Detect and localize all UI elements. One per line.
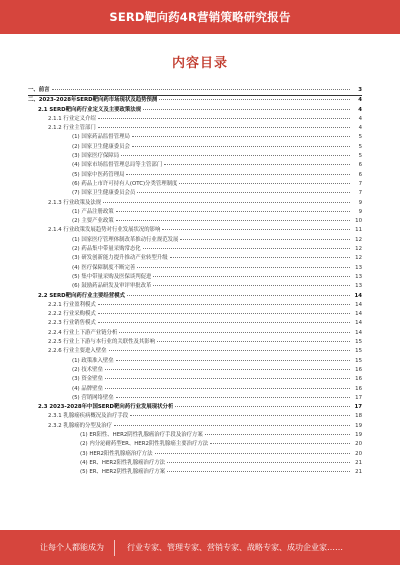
toc-entry[interactable] bbox=[28, 143, 362, 152]
toc-entry-label: 二、2023-2028年SERD靶向药市场现状及趋势预测 bbox=[28, 97, 158, 104]
toc-dot-leader bbox=[126, 174, 350, 175]
toc-entry[interactable] bbox=[28, 357, 362, 366]
toc-entry-page: 17 bbox=[354, 404, 362, 411]
toc-entry-label: (2) 主要产业政策 bbox=[72, 218, 114, 225]
toc-entry-label: (3) 资金壁垒 bbox=[72, 376, 103, 383]
toc-entry-page: 15 bbox=[355, 348, 362, 355]
toc-dot-leader bbox=[114, 425, 350, 426]
toc-entry-label: (4) 医疗保障制度不断完善 bbox=[72, 264, 136, 271]
toc-entry-label: (2) 内分泌耐药型ER、HER2阴性乳腺癌主要治疗方法 bbox=[80, 441, 209, 448]
toc-entry[interactable] bbox=[28, 422, 362, 431]
toc-dot-leader bbox=[137, 192, 350, 193]
toc-entry-page: 16 bbox=[355, 385, 362, 392]
toc-entry-page: 15 bbox=[355, 357, 362, 364]
toc-entry[interactable] bbox=[28, 329, 362, 338]
toc-entry-page: 21 bbox=[355, 469, 362, 476]
toc-dot-leader bbox=[116, 220, 350, 221]
toc-entry-label: (6) 药品上市许可持有人(OTC)分类管理制度 bbox=[72, 180, 178, 187]
toc-entry[interactable] bbox=[28, 171, 362, 180]
toc-dot-leader bbox=[127, 295, 350, 296]
toc-dot-leader bbox=[167, 462, 350, 463]
toc-entry-label: 2.2 SERD靶向药行业主要经营模式 bbox=[38, 292, 125, 299]
toc-entry-label: (2) 药品集中带量采购常态化 bbox=[72, 246, 141, 253]
toc-entry[interactable] bbox=[28, 161, 362, 170]
toc-dot-leader bbox=[105, 369, 350, 370]
toc-entry[interactable] bbox=[28, 245, 362, 254]
toc-dot-leader bbox=[105, 388, 350, 389]
toc-entry[interactable] bbox=[28, 106, 362, 115]
toc-entry-page: 4 bbox=[358, 106, 362, 113]
toc-entry-label: (4) 品牌壁垒 bbox=[72, 385, 103, 392]
toc-entry-label: 2.1.2 行业主管部门 bbox=[48, 125, 96, 132]
toc-entry-page: 20 bbox=[355, 441, 362, 448]
toc-entry-label: 2.2.3 行业销售模式 bbox=[48, 320, 96, 327]
toc-dot-leader bbox=[210, 443, 350, 444]
toc-dot-leader bbox=[205, 434, 350, 435]
toc-entry-page: 14 bbox=[355, 320, 362, 327]
toc-entry-label: (6) 鼓励药品研发及审评审批改革 bbox=[72, 283, 152, 290]
toc-dot-leader bbox=[109, 350, 350, 351]
toc-dot-leader bbox=[98, 127, 350, 128]
toc-entry-label: (3) 研发创新能力提升推动产业转型升级 bbox=[72, 255, 168, 262]
toc-entry[interactable] bbox=[28, 375, 362, 384]
footer-slogan-left: 让每个人都能成为 bbox=[40, 543, 104, 552]
toc-entry-page: 3 bbox=[358, 87, 362, 93]
toc-dot-leader bbox=[153, 285, 350, 286]
toc-dot-leader bbox=[162, 229, 350, 230]
toc-entry-label: 一、前言 bbox=[28, 87, 50, 93]
toc-entry[interactable] bbox=[28, 189, 362, 198]
toc-entry[interactable] bbox=[28, 180, 362, 189]
toc-entry-page: 6 bbox=[358, 171, 362, 178]
toc-entry[interactable] bbox=[28, 450, 362, 459]
toc-dot-leader bbox=[121, 155, 350, 156]
toc-dot-leader bbox=[52, 89, 350, 90]
toc-dot-leader bbox=[98, 322, 350, 323]
toc-dot-leader bbox=[116, 360, 350, 361]
toc-entry-label: 2.2.2 行业采购模式 bbox=[48, 311, 96, 318]
toc-entry-page: 19 bbox=[355, 422, 362, 429]
toc-entry-page: 20 bbox=[355, 450, 362, 457]
toc-entry[interactable] bbox=[28, 412, 362, 421]
toc-entry-label: (1) 国家医疗管理体制改革推动行业规范发展 bbox=[72, 236, 179, 243]
toc-entry-page: 6 bbox=[358, 162, 362, 169]
toc-dot-leader bbox=[105, 378, 350, 379]
toc-dot-leader bbox=[98, 304, 350, 305]
toc-entry-page: 13 bbox=[355, 283, 362, 290]
toc-entry-label: (1) ER阳性、HER2阴性乳腺癌治疗手段及治疗方案 bbox=[80, 431, 203, 438]
toc-entry-label: (4) 国家市场监督管理总局等主管部门 bbox=[72, 162, 163, 169]
toc-dot-leader bbox=[119, 332, 350, 333]
toc-dot-leader bbox=[159, 99, 350, 100]
toc-entry[interactable] bbox=[28, 226, 362, 235]
toc-entry-label: 2.2.4 行业上下游产业链分析 bbox=[48, 329, 118, 336]
toc-entry-label: (5) 营销网络壁垒 bbox=[72, 394, 114, 401]
report-header-bar bbox=[0, 0, 400, 34]
toc-entry[interactable] bbox=[28, 133, 362, 142]
toc-entry[interactable] bbox=[28, 385, 362, 394]
toc-entry[interactable] bbox=[28, 208, 362, 217]
toc-entry-label: (3) 国家医疗保障局 bbox=[72, 153, 120, 160]
footer-bar bbox=[0, 530, 400, 565]
toc-dot-leader bbox=[153, 276, 350, 277]
toc-entry[interactable] bbox=[28, 282, 362, 291]
toc-dot-leader bbox=[175, 406, 350, 407]
toc-entry-page: 13 bbox=[355, 264, 362, 271]
footer-divider bbox=[114, 540, 115, 556]
toc-dot-leader bbox=[116, 211, 350, 212]
toc-entry[interactable] bbox=[28, 124, 362, 133]
toc-entry-label: 2.1 SERD靶向药行业定义及主要政策法规 bbox=[38, 106, 142, 113]
toc-entry-page: 7 bbox=[358, 180, 362, 187]
toc-dot-leader bbox=[98, 118, 350, 119]
toc-entry[interactable] bbox=[28, 217, 362, 226]
toc-dot-leader bbox=[179, 183, 350, 184]
toc-entry-page: 4 bbox=[358, 125, 362, 132]
toc-entry-label: 2.2.6 行业主要进入壁垒 bbox=[48, 348, 107, 355]
toc-entry-page: 15 bbox=[355, 339, 362, 346]
toc-entry-page: 16 bbox=[355, 366, 362, 373]
toc-entry-page: 5 bbox=[358, 143, 362, 150]
toc-entry[interactable] bbox=[28, 264, 362, 273]
toc-entry[interactable] bbox=[28, 115, 362, 124]
toc-entry-label: 2.2.5 行业上下游与本行业的关联性及其影响 bbox=[48, 339, 156, 346]
toc-entry-label: (1) 政策准入壁垒 bbox=[72, 357, 114, 364]
toc-entry-page: 14 bbox=[355, 329, 362, 336]
toc-entry-label: 2.3 2023-2028年中国SERD靶向药行业发展现状分析 bbox=[38, 404, 174, 411]
toc-dot-leader bbox=[170, 257, 350, 258]
toc-entry-label: (5) 国家中医药管理局 bbox=[72, 171, 125, 178]
toc-dot-leader bbox=[180, 239, 350, 240]
toc-entry-page: 14 bbox=[355, 311, 362, 318]
toc-dot-leader bbox=[137, 267, 350, 268]
toc-heading: 内容目录 bbox=[171, 56, 228, 71]
toc-entry-page: 10 bbox=[355, 218, 362, 225]
toc-entry[interactable] bbox=[28, 431, 362, 440]
toc-dot-leader bbox=[143, 109, 350, 110]
toc-entry[interactable] bbox=[28, 254, 362, 263]
toc-entry[interactable] bbox=[28, 347, 362, 356]
toc-dot-leader bbox=[157, 341, 350, 342]
toc-entry-page: 17 bbox=[355, 394, 362, 401]
toc-dot-leader bbox=[167, 471, 350, 472]
toc-entry-page: 9 bbox=[358, 208, 362, 215]
toc-entry-label: (2) 技术壁垒 bbox=[72, 366, 103, 373]
table-of-contents bbox=[28, 86, 362, 477]
toc-entry-label: 2.2.1 行业盈利模式 bbox=[48, 301, 96, 308]
toc-dot-leader bbox=[132, 136, 350, 137]
toc-entry-label: 2.3.1 乳腺癌疾病概况及治疗手段 bbox=[48, 413, 129, 420]
toc-entry-page: 12 bbox=[355, 236, 362, 243]
toc-entry[interactable] bbox=[28, 394, 362, 403]
toc-entry-page: 4 bbox=[358, 97, 362, 104]
toc-entry[interactable] bbox=[28, 95, 362, 105]
toc-entry[interactable] bbox=[28, 366, 362, 375]
toc-dot-leader bbox=[98, 313, 350, 314]
toc-entry-label: (7) 国家卫生健康委员会员 bbox=[72, 190, 136, 197]
toc-entry-page: 21 bbox=[355, 459, 362, 466]
toc-entry-label: 2.1.3 行业政策及法规 bbox=[48, 199, 102, 206]
toc-entry[interactable] bbox=[28, 319, 362, 328]
toc-entry[interactable] bbox=[28, 468, 362, 477]
toc-entry-page: 5 bbox=[358, 153, 362, 160]
toc-entry[interactable] bbox=[28, 273, 362, 282]
toc-entry-label: (5) 集中带量采购及医保谈判促进 bbox=[72, 273, 152, 280]
toc-entry-page: 19 bbox=[355, 431, 362, 438]
toc-entry-page: 5 bbox=[358, 134, 362, 141]
toc-dot-leader bbox=[155, 453, 351, 454]
toc-entry-page: 7 bbox=[358, 190, 362, 197]
toc-entry-page: 13 bbox=[355, 273, 362, 280]
toc-entry-page: 18 bbox=[355, 413, 362, 420]
toc-entry-page: 9 bbox=[358, 199, 362, 206]
toc-entry-label: 2.3.2 乳腺癌的分型及治疗 bbox=[48, 422, 112, 429]
toc-dot-leader bbox=[143, 248, 350, 249]
toc-dot-leader bbox=[164, 164, 350, 165]
toc-entry-label: (5) ER、HER2阴性乳腺癌治疗方案 bbox=[80, 469, 166, 476]
footer-slogan-right: 行业专家、管理专家、营销专家、战略专家、成功企业家…… bbox=[127, 543, 343, 552]
toc-entry[interactable] bbox=[28, 236, 362, 245]
toc-dot-leader bbox=[116, 397, 350, 398]
toc-entry[interactable] bbox=[28, 459, 362, 468]
toc-dot-leader bbox=[132, 146, 350, 147]
toc-entry[interactable] bbox=[28, 199, 362, 208]
toc-entry-label: (3) HER2阳性乳腺癌治疗方法 bbox=[80, 450, 153, 457]
toc-entry-label: 2.1.1 行业定义介绍 bbox=[48, 115, 96, 122]
toc-entry[interactable] bbox=[28, 152, 362, 161]
toc-entry[interactable] bbox=[28, 86, 362, 95]
toc-entry-page: 4 bbox=[358, 115, 362, 122]
toc-entry-page: 16 bbox=[355, 376, 362, 383]
toc-dot-leader bbox=[103, 202, 350, 203]
toc-entry[interactable] bbox=[28, 310, 362, 319]
toc-entry[interactable] bbox=[28, 292, 362, 301]
toc-entry-page: 14 bbox=[355, 301, 362, 308]
report-title: SERD靶向药4R营销策略研究报告 bbox=[109, 10, 291, 24]
toc-entry-page: 12 bbox=[355, 255, 362, 262]
toc-entry-label: (1) 国家药品监督管理局 bbox=[72, 134, 130, 141]
toc-entry-page: 14 bbox=[354, 292, 362, 299]
toc-entry[interactable] bbox=[28, 440, 362, 449]
toc-entry-page: 12 bbox=[355, 246, 362, 253]
toc-entry-label: (2) 国家卫生健康委员会 bbox=[72, 143, 130, 150]
toc-dot-leader bbox=[130, 415, 350, 416]
toc-entry[interactable] bbox=[28, 338, 362, 347]
toc-entry[interactable] bbox=[28, 301, 362, 310]
toc-entry-page: 11 bbox=[355, 227, 362, 234]
toc-entry-label: (4) ER、HER2阳性乳腺癌治疗方法 bbox=[80, 459, 166, 466]
toc-entry-label: 2.1.4 行业政策发展趋势对行业发展状况的影响 bbox=[48, 227, 161, 234]
toc-entry-label: (1) 产品注册政策 bbox=[72, 208, 114, 215]
toc-entry[interactable] bbox=[28, 403, 362, 412]
